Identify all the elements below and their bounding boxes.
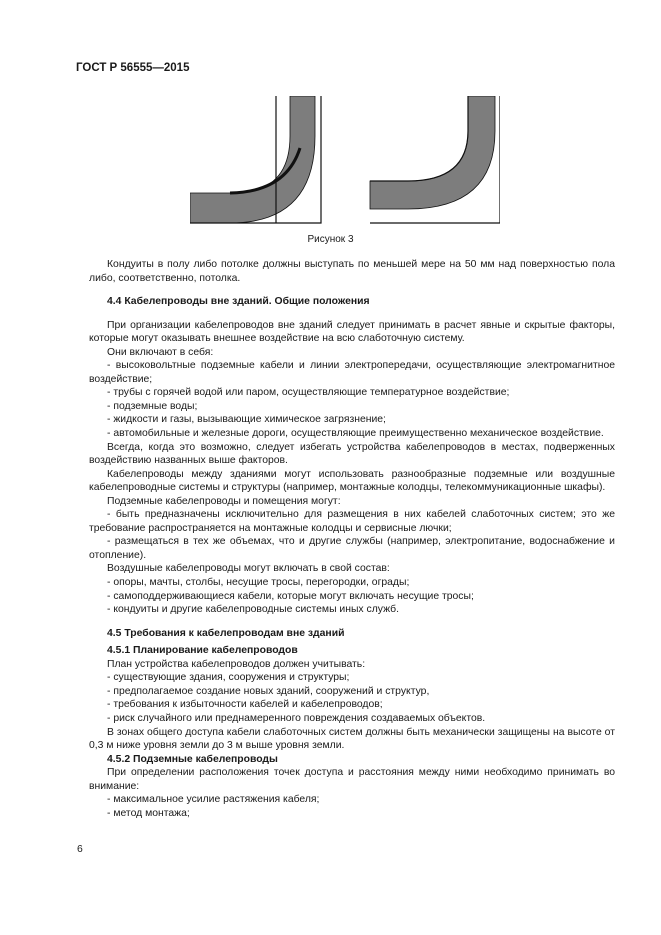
list-item: - жидкости и газы, вызывающие химическое загрязнение;: [107, 414, 386, 426]
list-item: - метод монтажа;: [107, 807, 190, 819]
figure-caption: Рисунок 3: [307, 234, 354, 245]
page-number: 6: [77, 844, 83, 855]
paragraph: В зонах общего доступа кабели слаботочных систем должны быть механически защищены на высоте от 0,3 м ниже уровня земли до 3 м выше уровня земли.: [89, 726, 615, 752]
paragraph: Подземные кабелепроводы и помещения могут:: [107, 495, 341, 507]
list-item: - высоковольтные подземные кабели и линии электропередачи, осуществляющие электромагнитное воздействие;: [89, 360, 615, 385]
paragraph: Кабелепроводы между зданиями могут использовать разнообразные подземные или воздушные кабелепроводные системы и структуры (например, монтажные колодцы, телекоммуникационные шкафы).: [89, 468, 615, 494]
paragraph: Воздушные кабелепроводы могут включать в свой состав:: [107, 563, 390, 575]
section-heading: 4.5 Требования к кабелепроводам вне зданий: [107, 627, 345, 639]
list-item: - риск случайного или преднамеренного повреждения создаваемых объектов.: [107, 712, 486, 724]
list-item: - размещаться в тех же объемах, что и другие службы (например, электропитание, водоснабжение и отопление).: [89, 536, 615, 561]
list-item: - самоподдерживающиеся кабели, которые могут включать несущие тросы;: [107, 590, 474, 602]
paragraph: Всегда, когда это возможно, следует избегать устройства кабелепроводов в местах, подверженных воздействию названных выше факторов.: [89, 441, 615, 467]
list-item: - опоры, мачты, столбы, несущие тросы, перегородки, ограды;: [107, 577, 410, 589]
paragraph: Кондуиты в полу либо потолке должны выступать по меньшей мере на 50 мм над поверхностью пола либо, соответственно, потолка.: [89, 259, 615, 284]
list-item: - быть предназначены исключительно для размещения в них кабелей слаботочных систем; это же требование распространяется на монтажные колодцы и сервисные лючки;: [89, 509, 615, 534]
list-item: - трубы с горячей водой или паром, осуществляющие температурное воздействие;: [107, 387, 510, 399]
list-item: - требования к избыточности кабелей и кабелепроводов;: [107, 699, 383, 711]
list-item: - подземные воды;: [107, 400, 198, 412]
conduit-bend-left: [190, 96, 321, 223]
list-item: - кондуиты и другие кабелепроводные системы иных служб.: [107, 604, 399, 616]
section-heading: 4.4 Кабелепроводы вне зданий. Общие положения: [107, 296, 370, 308]
figure-conduit-bends: [190, 96, 500, 224]
subsection-heading: 4.5.1 Планирование кабелепроводов: [107, 645, 298, 657]
list-item: - максимальное усилие растяжения кабеля;: [107, 794, 320, 806]
document-header: ГОСТ Р 56555—2015: [76, 62, 190, 74]
document-body: [89, 258, 615, 820]
paragraph: При организации кабелепроводов вне зданий следует принимать в расчет явные и скрытые факторы, которые могут оказывать внешнее воздействие на всю слаботочную систему.: [89, 319, 615, 345]
list-item: - автомобильные и железные дороги, осуществляющие преимущественно механическое воздействие.: [107, 428, 604, 440]
paragraph: При определении расположения точек доступа и расстояния между ними необходимо принимать во внимание:: [89, 767, 615, 792]
subsection-heading: 4.5.2 Подземные кабелепроводы: [107, 753, 278, 765]
list-item: - существующие здания, сооружения и структуры;: [107, 672, 350, 684]
paragraph: Они включают в себя:: [107, 346, 214, 358]
conduit-bend-right: [370, 96, 500, 223]
list-item: - предполагаемое создание новых зданий, сооружений и структур,: [107, 685, 430, 697]
paragraph: План устройства кабелепроводов должен учитывать:: [107, 658, 366, 670]
